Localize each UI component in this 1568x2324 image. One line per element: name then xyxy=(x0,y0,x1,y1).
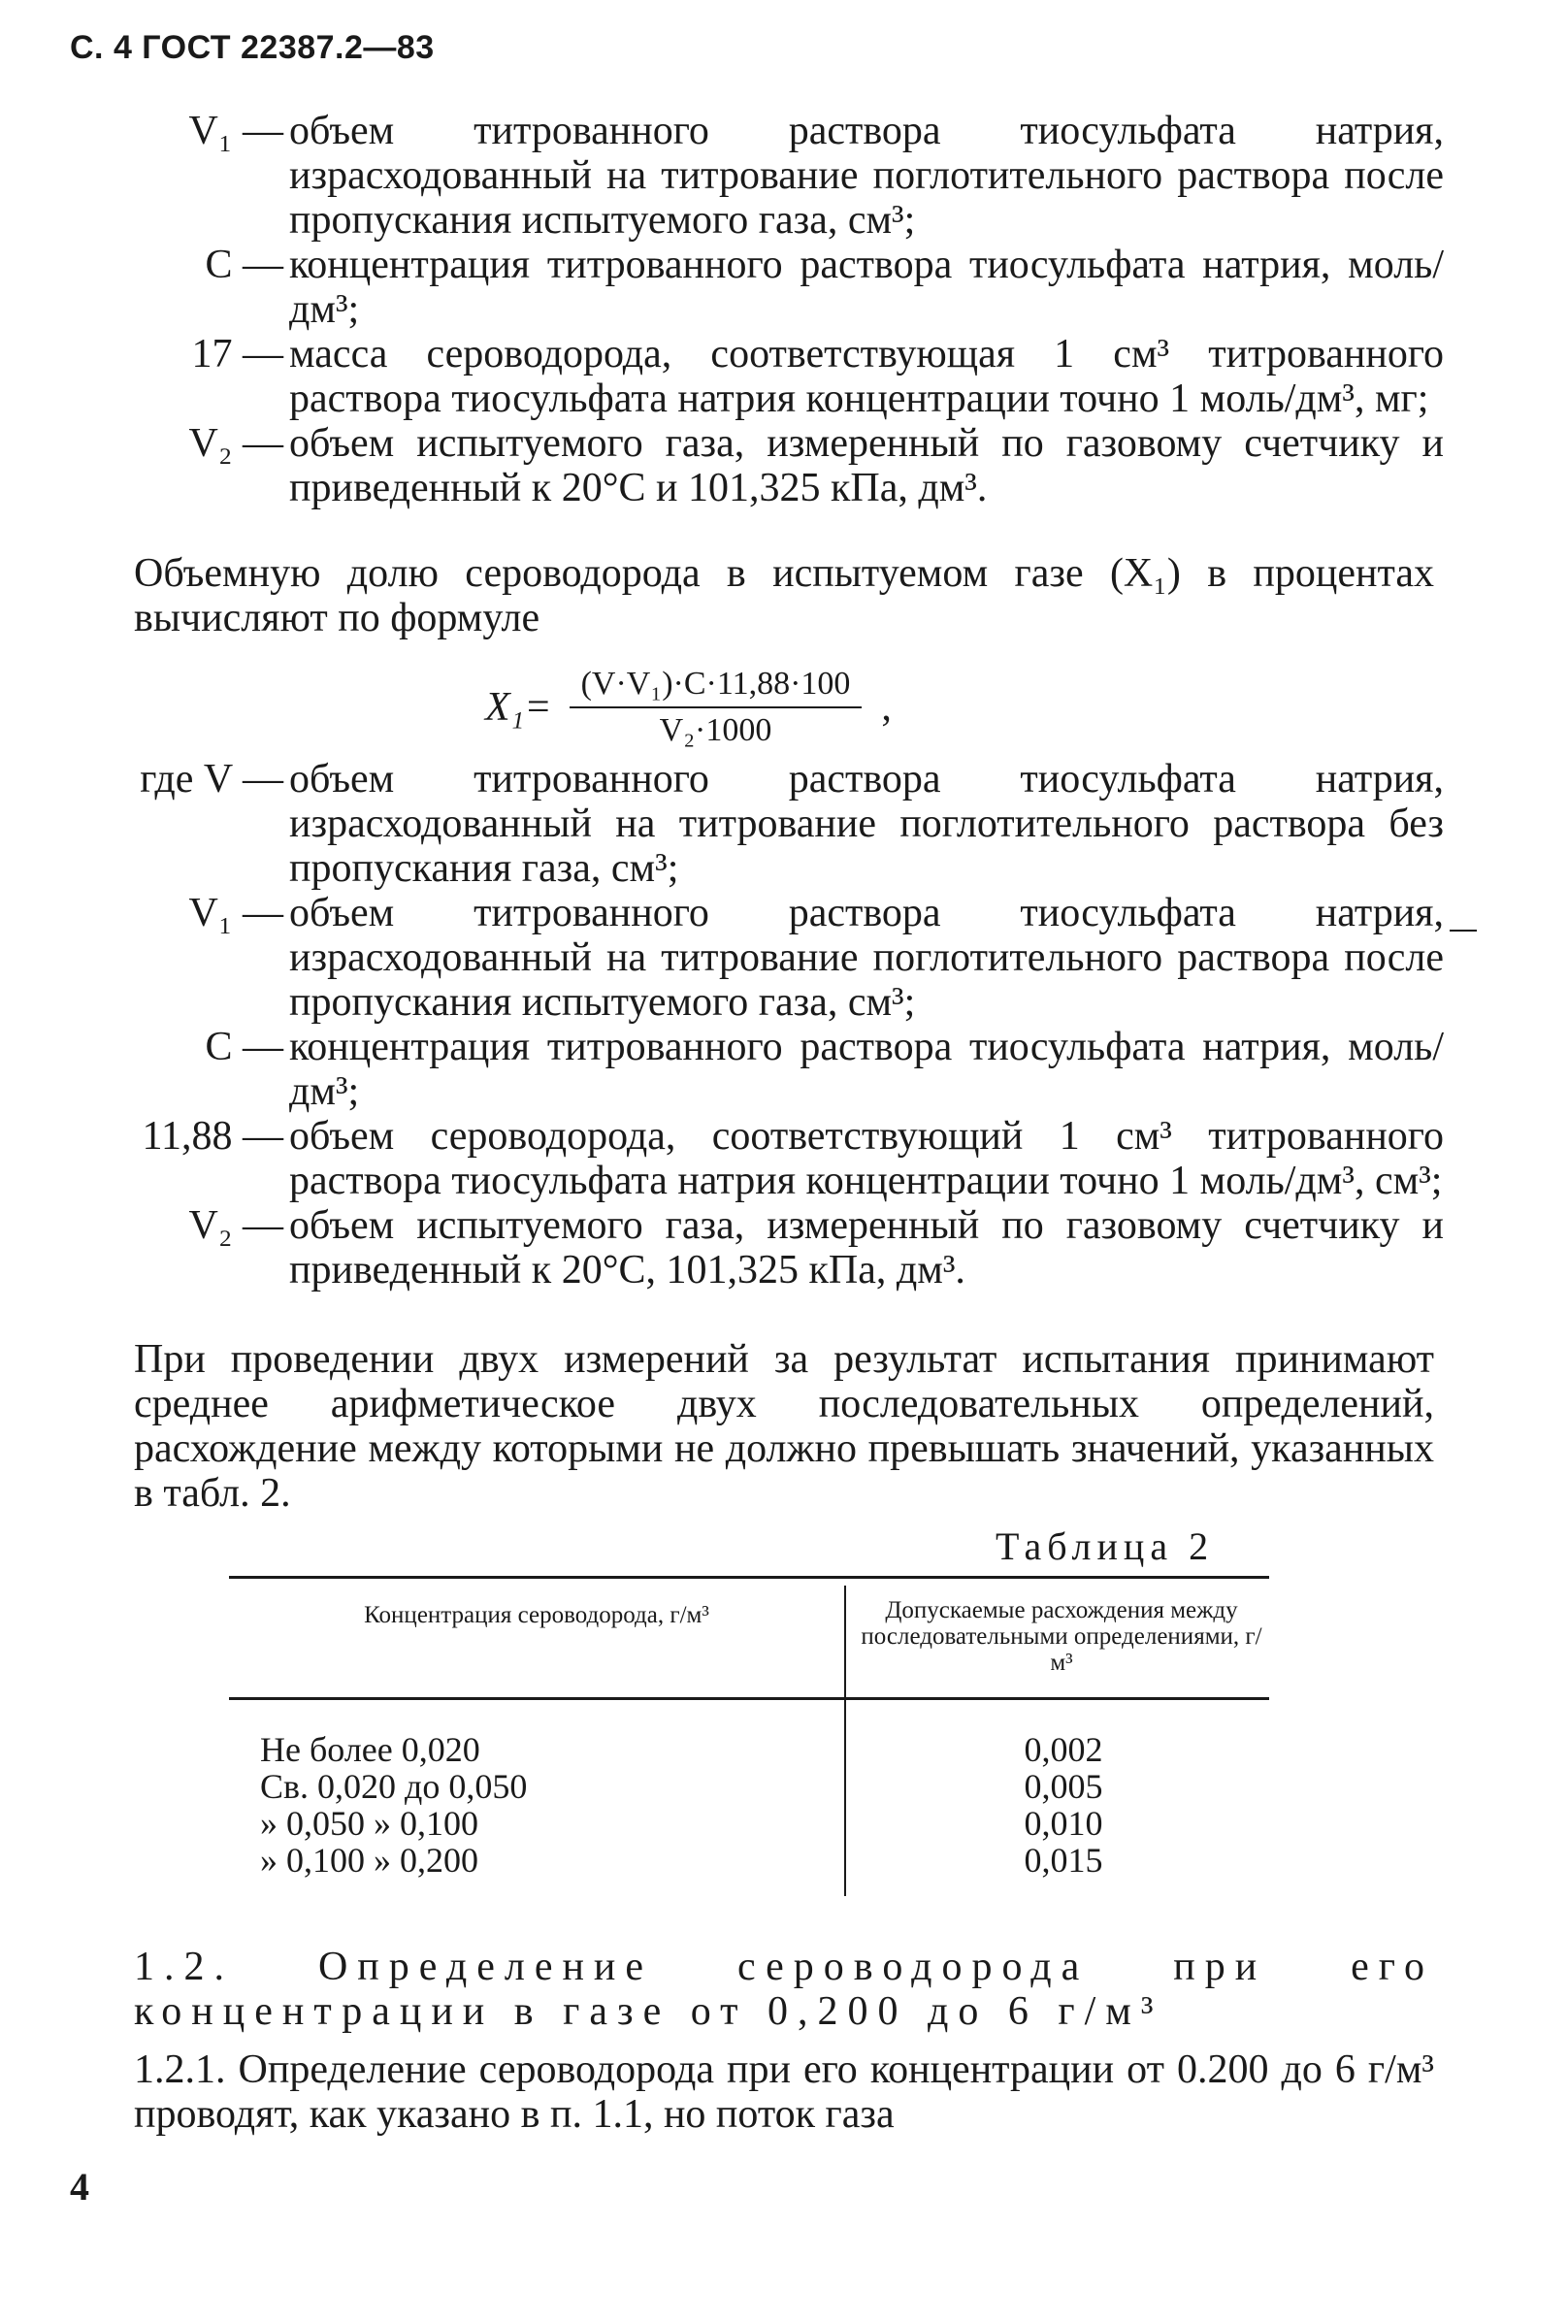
definition-item xyxy=(0,1203,1568,1293)
definition-item xyxy=(0,109,1568,243)
paragraph-1-2-1: 1.2.1. Определение сероводорода при его концентрации от 0.200 до 6 г/м³ проводят, как указано в п. 1.1, но поток газа xyxy=(134,2047,1434,2137)
definition-text: масса сероводорода, соответствующая 1 см³ титрованного раствора тиосульфата натрия концентрации точно 1 моль/дм³, мг; xyxy=(289,332,1444,421)
volume-fraction-paragraph: Объемную долю сероводорода в испытуемом газе (X₁) в процентах вычисляют по формуле xyxy=(134,551,1434,640)
table-column-divider xyxy=(844,1586,846,1896)
table-cell: 0,005 xyxy=(1024,1767,1103,1806)
table-caption: Таблица 2 xyxy=(996,1524,1215,1568)
definition-text: объем испытуемого газа, измеренный по газовому счетчику и приведенный к 20°С и 101,325 кПа, дм³. xyxy=(289,421,1444,510)
definition-symbol: C — xyxy=(205,243,283,287)
definition-item xyxy=(0,1025,1568,1114)
definition-text: объем титрованного раствора тиосульфата натрия, израсходованный на титрование поглотительного раствора после пропускания испытуемого газа, см³; xyxy=(289,891,1444,1025)
formula-lhs: X₁= xyxy=(485,685,552,730)
formula-numerator: (V·V₁)·C·11,88·100 xyxy=(570,666,863,708)
margin-mark xyxy=(1450,930,1477,932)
section-heading-1-2: 1.2. Определение сероводорода при его концентрации в газе от 0,200 до 6 г/м³ xyxy=(134,1945,1434,2034)
table-cell: 0,015 xyxy=(1024,1841,1103,1880)
definition-symbol: C — xyxy=(205,1025,283,1069)
table-top-rule xyxy=(229,1576,1269,1579)
definition-item xyxy=(0,332,1568,421)
definition-symbol: 17 — xyxy=(191,332,283,376)
definition-symbol: 11,88 — xyxy=(142,1114,283,1159)
table-column-concentration xyxy=(260,1731,803,1879)
table-column-tolerance xyxy=(856,1731,1271,1879)
definition-text: объем сероводорода, соответствующий 1 см³ титрованного раствора тиосульфата натрия концентрации точно 1 моль/дм³, см³; xyxy=(289,1114,1444,1203)
formula-denominator: V₂·1000 xyxy=(659,712,772,748)
definition-symbol: V₁ — xyxy=(188,109,283,153)
definitions-list-1 xyxy=(0,109,1568,510)
definition-text: концентрация титрованного раствора тиосульфата натрия, моль/дм³; xyxy=(289,243,1444,332)
definition-item xyxy=(0,421,1568,510)
page-header: С. 4 ГОСТ 22387.2—83 xyxy=(70,29,435,66)
formula-comma: , xyxy=(881,685,892,730)
formula xyxy=(485,666,892,749)
definition-text: объем испытуемого газа, измеренный по газовому счетчику и приведенный к 20°С, 101,325 кПа, дм³. xyxy=(289,1203,1444,1293)
definition-symbol: V₁ — xyxy=(188,891,283,935)
table-cell: 0,002 xyxy=(1024,1730,1103,1769)
definition-symbol: V₂ — xyxy=(188,1203,283,1248)
definition-item xyxy=(0,243,1568,332)
formula-fraction xyxy=(570,666,863,749)
tolerance-table xyxy=(229,1576,1269,1964)
definition-item xyxy=(0,1114,1568,1203)
page-number: 4 xyxy=(70,2165,89,2209)
definition-text: объем титрованного раствора тиосульфата натрия, израсходованный на титрование поглотительного раствора без пропускания газа, см³; xyxy=(289,757,1444,891)
table-cell: » 0,050 » 0,100 xyxy=(260,1804,478,1843)
table-header-rule xyxy=(229,1697,1269,1700)
table-cell: Не более 0,020 xyxy=(260,1730,480,1769)
table-cell: Св. 0,020 до 0,050 xyxy=(260,1767,528,1806)
result-paragraph: При проведении двух измерений за результат испытания принимают среднее арифметическое двух последовательных определений, расхождение между которыми не должно превышать значений, указанных в табл. 2. xyxy=(134,1337,1434,1516)
table-cell: » 0,100 » 0,200 xyxy=(260,1841,478,1880)
definition-symbol: где V — xyxy=(140,757,283,802)
definition-item xyxy=(0,757,1568,891)
definition-item xyxy=(0,891,1568,1025)
definitions-list-2 xyxy=(0,757,1568,1293)
table-cell: 0,010 xyxy=(1024,1804,1103,1843)
definition-symbol: V₂ — xyxy=(188,421,283,466)
definition-text: концентрация титрованного раствора тиосульфата натрия, моль/дм³; xyxy=(289,1025,1444,1114)
definition-text: объем титрованного раствора тиосульфата натрия, израсходованный на титрование поглотительного раствора после пропускания испытуемого газа, см³; xyxy=(289,109,1444,243)
table-header-tolerance: Допускаемые расхождения между последовательными определениями, г/м³ xyxy=(861,1597,1262,1676)
table-header-concentration: Концентрация сероводорода, г/м³ xyxy=(364,1602,709,1628)
